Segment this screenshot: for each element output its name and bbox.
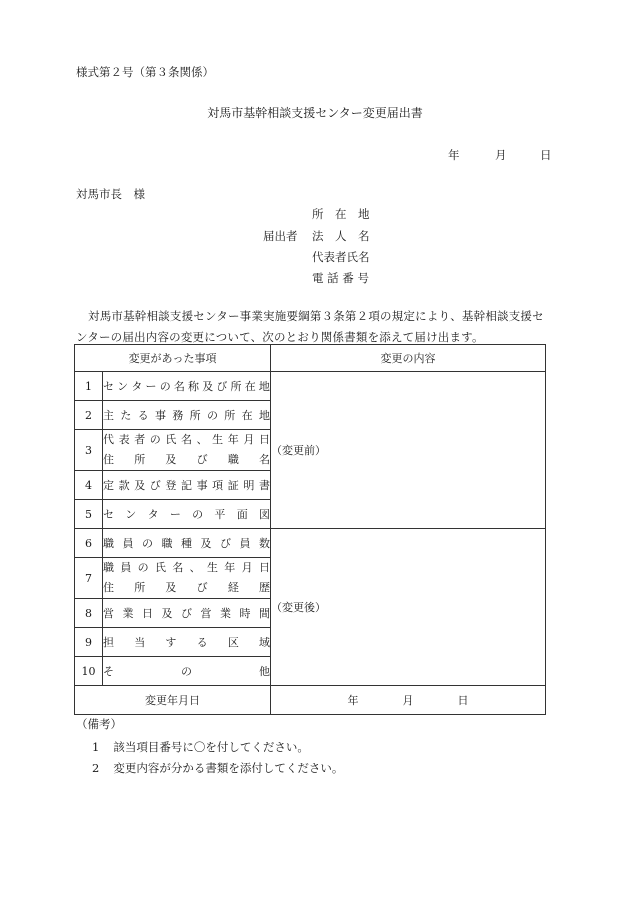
row-number: 6 <box>75 529 103 558</box>
item-text: セ ン タ ー の 名 称 及 び 所 在 地 <box>103 380 270 393</box>
table-row-item <box>103 529 271 558</box>
note-text: 該当項目番号に〇を付してください。 <box>113 740 309 754</box>
table-row-item <box>103 628 271 657</box>
item-text: 代 表 者 の 氏 名 、 生 年 月 日 <box>103 433 270 446</box>
notifier-address-label: 所 在 地 <box>312 207 370 221</box>
date-day-label: 日 <box>540 148 552 162</box>
document-title: 対馬市基幹相談支援センター変更届出書 <box>207 106 423 120</box>
note-item <box>92 739 309 755</box>
after-content-cell <box>271 529 546 686</box>
addressee: 対馬市長 様 <box>76 187 145 201</box>
item-text: 担 当 す る 区 域 <box>103 636 271 649</box>
change-date-day: 日 <box>457 694 469 707</box>
note-number: 1 <box>92 740 100 754</box>
table-row-item <box>103 401 271 430</box>
note-number: 2 <box>92 761 100 775</box>
before-content-cell <box>271 372 546 529</box>
notifier-rep-name-label: 代表者氏名 <box>312 250 370 264</box>
change-date-label: 変更年月日 <box>75 686 271 715</box>
item-text: 住 所 及 び 職 名 <box>103 453 271 466</box>
item-text: セ ン タ ー の 平 面 図 <box>103 508 270 521</box>
row-number: 8 <box>75 599 103 628</box>
item-text: 営 業 日 及 び 営 業 時 間 <box>103 607 270 620</box>
table-row-item <box>103 657 271 686</box>
body-paragraph: 対馬市基幹相談支援センター事業実施要綱第３条第２項の規定により、基幹相談支援センターの届出内容の変更について、次のとおり関係書類を添えて届け出ます。 <box>76 309 544 344</box>
table-row-item <box>103 599 271 628</box>
note-item <box>92 760 343 776</box>
item-text: 職 員 の 職 種 及 び 員 数 <box>103 537 270 550</box>
row-number: 3 <box>75 430 103 471</box>
item-text: 主 た る 事 務 所 の 所 在 地 <box>103 409 270 422</box>
before-label: （変更前） <box>271 444 327 457</box>
row-number: 10 <box>75 657 103 686</box>
change-table <box>74 344 546 715</box>
date-year-label: 年 <box>448 148 460 162</box>
row-number: 1 <box>75 372 103 401</box>
notifier-label: 届出者 <box>263 229 298 243</box>
date-month-label: 月 <box>495 148 507 162</box>
item-text: 定 款 及 び 登 記 事 項 証 明 書 <box>103 479 270 492</box>
notifier-phone-label: 電 話 番 号 <box>312 271 369 285</box>
form-number: 様式第２号（第３条関係） <box>76 65 214 79</box>
row-number: 2 <box>75 401 103 430</box>
item-text: そ の 他 <box>103 665 270 678</box>
table-row-item <box>103 471 271 500</box>
row-number: 9 <box>75 628 103 657</box>
change-date-cell <box>271 686 546 715</box>
table-row-item <box>103 558 271 599</box>
row-number: 5 <box>75 500 103 529</box>
change-date-month: 月 <box>402 694 414 707</box>
header-changed-items: 変更があった事項 <box>75 345 271 372</box>
item-text: 住 所 及 び 経 歴 <box>103 581 271 594</box>
notifier-corp-name-label: 法 人 名 <box>312 229 370 243</box>
note-text: 変更内容が分かる書類を添付してください。 <box>113 761 344 775</box>
header-change-content: 変更の内容 <box>271 345 546 372</box>
change-date-year: 年 <box>347 694 359 707</box>
row-number: 7 <box>75 558 103 599</box>
table-row-item <box>103 430 271 471</box>
item-text: 職 員 の 氏 名 、 生 年 月 日 <box>103 561 270 574</box>
row-number: 4 <box>75 471 103 500</box>
table-row-item <box>103 500 271 529</box>
after-label: （変更後） <box>271 601 327 614</box>
table-row-item <box>103 372 271 401</box>
notes-heading: （備考） <box>76 717 122 731</box>
